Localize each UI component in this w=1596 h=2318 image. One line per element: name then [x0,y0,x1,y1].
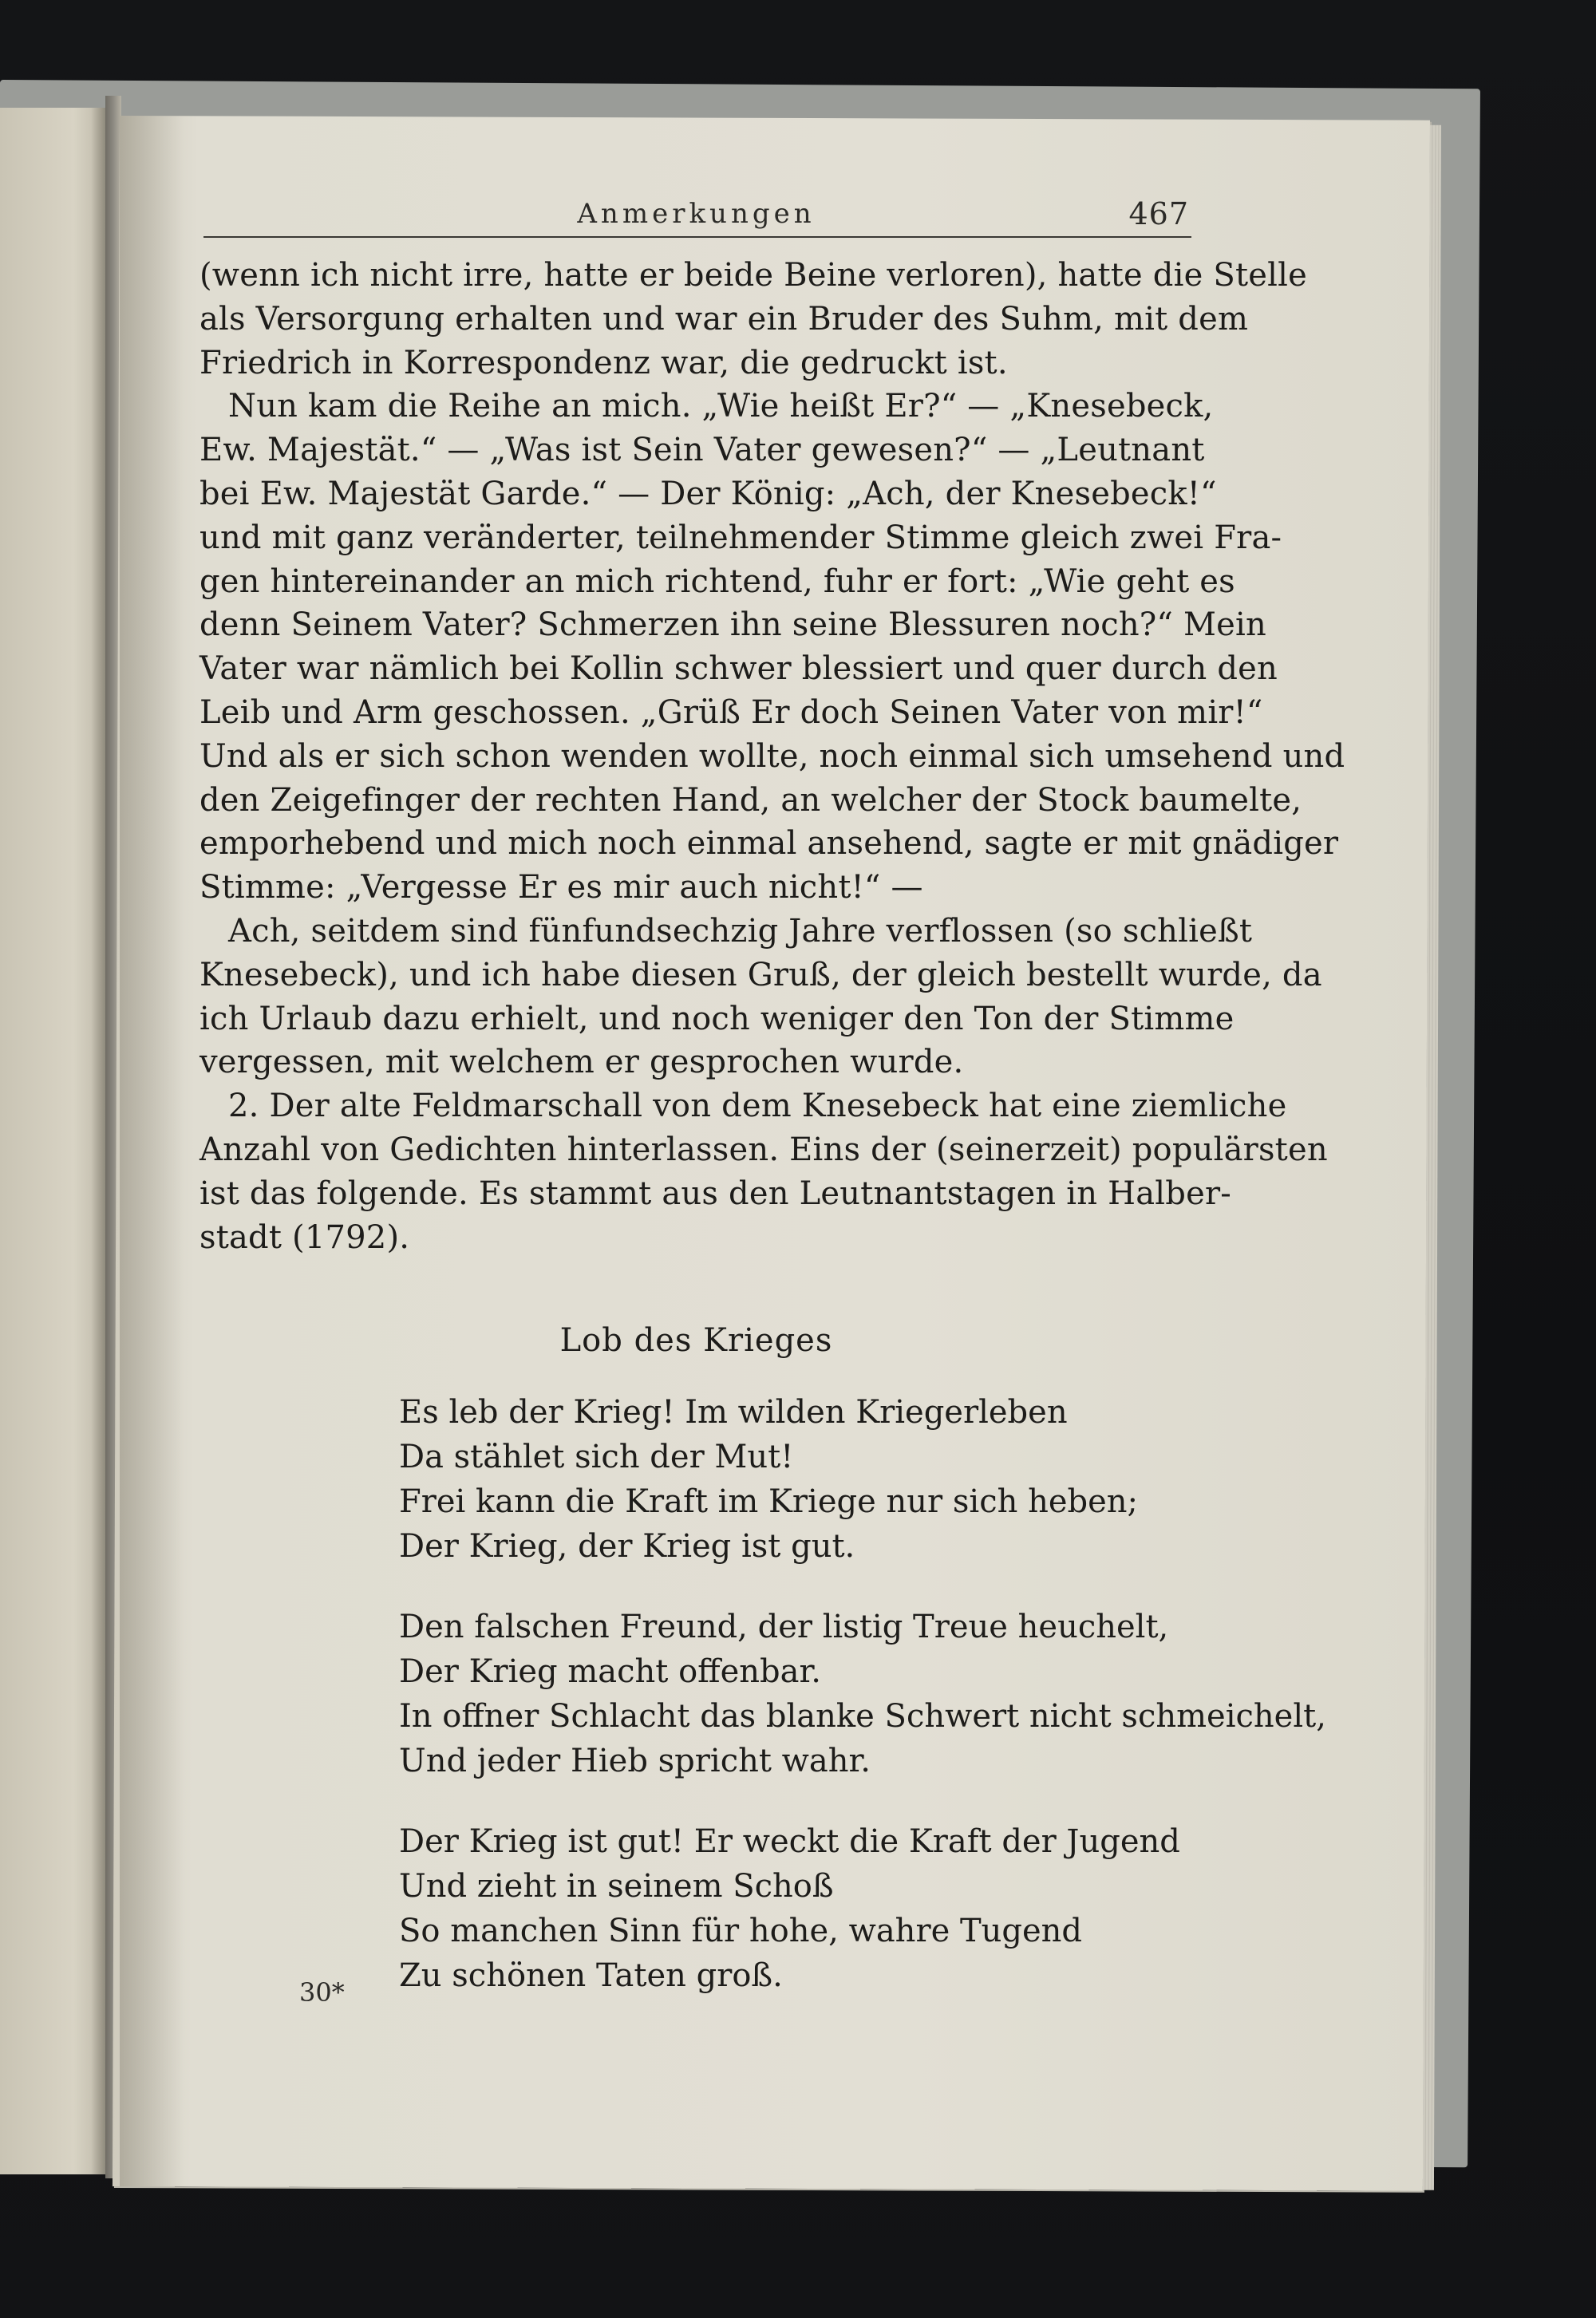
body-line: (wenn ich nicht irre, hatte er beide Beine verloren), hatte die Stelle [200,257,1307,294]
running-head [203,184,1189,239]
body-line: als Versorgung erhalten und war ein Bruder des Suhm, mit dem [200,300,1249,338]
poem-line: Da stählet sich der Mut! [399,1439,794,1475]
signature-mark: 30* [299,1977,345,2008]
body-text [200,254,1345,1259]
body-line: ich Urlaub dazu erhielt, und noch weniger den Ton der Stimme [200,1000,1235,1037]
poem-stanza [399,1819,1197,1998]
poem [399,1390,1326,2034]
body-line: Ach, seitdem sind fünfundsechzig Jahre verflossen (so schließt [228,912,1253,950]
poem-line: In offner Schlacht das blanke Schwert nicht schmeichelt, [399,1698,1326,1735]
poem-line: Der Krieg ist gut! Er weckt die Kraft der Jugend [399,1823,1180,1860]
body-line: stadt (1792). [200,1218,410,1256]
body-line: Friedrich in Korrespondenz war, die gedruckt ist. [200,344,1008,381]
body-line: denn Seinem Vater? Schmerzen ihn seine Blessuren noch?“ Mein [200,606,1266,644]
body-line: gen hintereinander an mich richtend, fuhr er fort: „Wie geht es [200,563,1235,600]
poem-line: Und zieht in seinem Schoß [399,1868,834,1905]
body-line: Anzahl von Gedichten hinterlassen. Eins der (seinerzeit) populärsten [200,1131,1328,1168]
body-line: den Zeigefinger der rechten Hand, an welcher der Stock baumelte, [200,781,1302,819]
poem-line: Der Krieg macht offenbar. [399,1653,821,1690]
body-line: vergessen, mit welchem er gesprochen wurde. [200,1044,964,1081]
body-line: Nun kam die Reihe an mich. „Wie heißt Er?“ — „Knesebeck, [228,388,1214,425]
body-line: Ew. Majestät.“ — „Was ist Sein Vater gewesen?“ — „Leutnant [200,432,1205,469]
body-line: Vater war nämlich bei Kollin schwer blessiert und quer durch den [200,650,1278,688]
poem-line: Der Krieg, der Krieg ist gut. [399,1528,855,1565]
poem-line: Und jeder Hieb spricht wahr. [399,1743,871,1779]
running-head-rule [203,236,1191,238]
poem-stanza [399,1605,1326,1783]
body-line: Leib und Arm geschossen. „Grüß Er doch Seinen Vater von mir!“ [200,693,1263,731]
poem-line: Zu schönen Taten groß. [399,1957,783,1994]
left-page-edge [0,108,105,2174]
body-line: ist das folgende. Es stammt aus den Leutnantstagen in Halber- [200,1175,1232,1212]
poem-line: So manchen Sinn für hohe, wahre Tugend [399,1913,1083,1949]
poem-line: Den falschen Freund, der listig Treue heuchelt, [399,1609,1169,1645]
body-line: Knesebeck), und ich habe diesen Gruß, der gleich bestellt wurde, da [200,956,1322,993]
body-line: 2. Der alte Feldmarschall von dem Knesebeck hat eine ziemliche [228,1088,1287,1125]
poem-line: Frei kann die Kraft im Kriege nur sich heben; [399,1483,1139,1520]
body-line: bei Ew. Majestät Garde.“ — Der König: „Ach, der Knesebeck!“ [200,475,1217,512]
body-line: Und als er sich schon wenden wollte, noch einmal sich umsehend und [200,737,1345,775]
body-line: emporhebend und mich noch einmal ansehend, sagte er mit gnädiger [200,825,1339,863]
page-number: 467 [1128,196,1189,231]
poem-title: Lob des Krieges [559,1322,833,1359]
body-line: Stimme: „Vergesse Er es mir auch nicht!“ — [200,869,923,906]
running-head-title: Anmerkungen [577,198,816,230]
body-line: und mit ganz veränderter, teilnehmender Stimme gleich zwei Fra- [200,519,1282,556]
poem-line: Es leb der Krieg! Im wilden Kriegerleben [399,1394,1068,1431]
poem-stanza [399,1390,1197,1569]
